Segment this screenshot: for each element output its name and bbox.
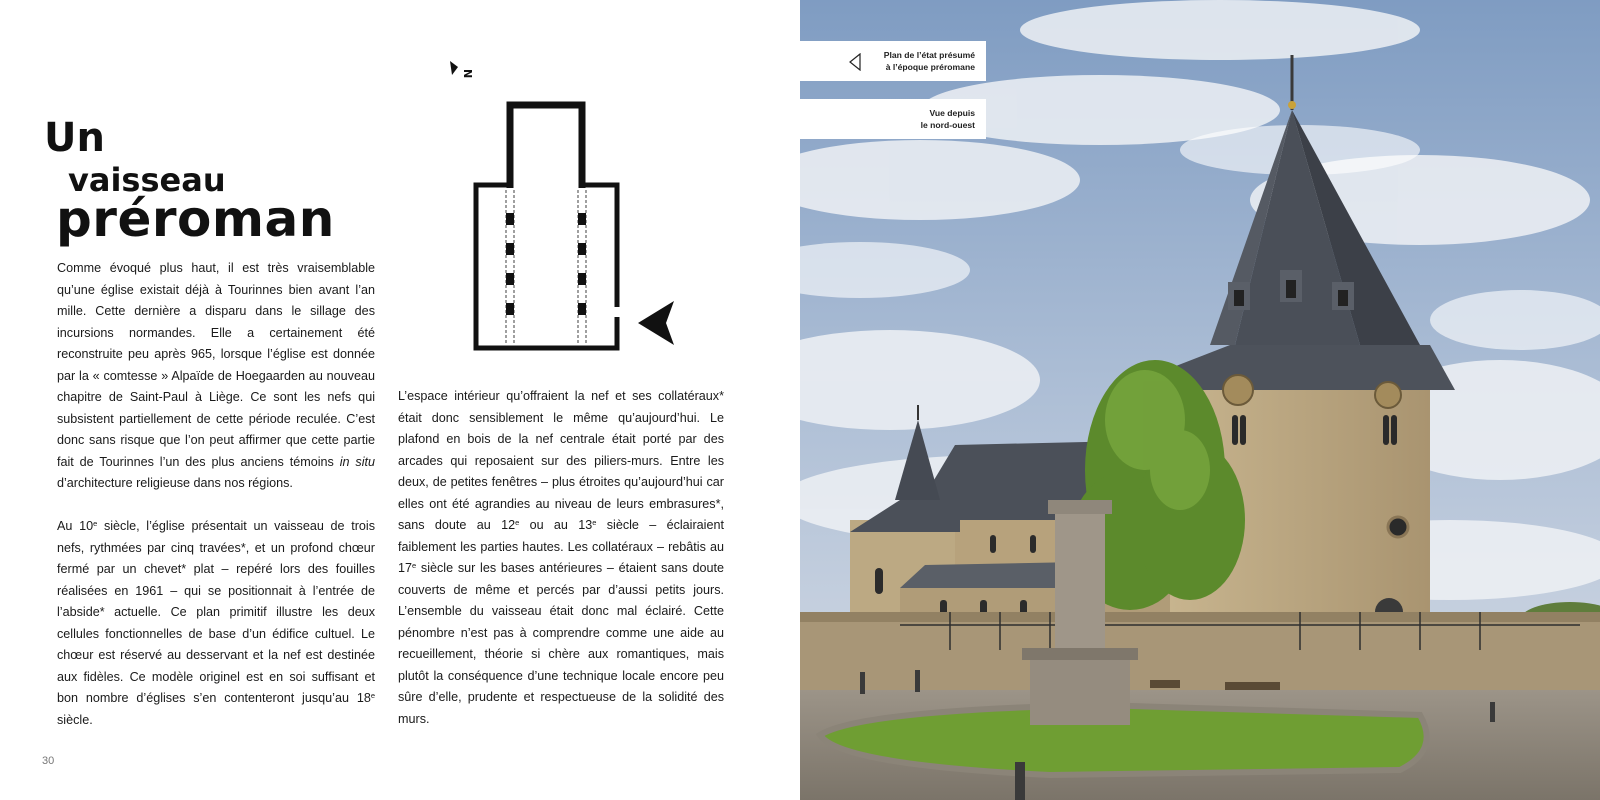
caption-plan-line2: à l’époque préromane <box>885 61 975 72</box>
viewpoint-arrow-icon <box>638 301 674 345</box>
text-column-right <box>398 386 724 730</box>
north-label: N <box>461 69 474 79</box>
plan-nave-wall <box>476 185 617 348</box>
paragraph-3: L’espace intérieur qu’offraient la nef et ses collatéraux* était donc sensiblement le même qu’aujourd’hui. Le plafond en bois de la nef centrale était porté par des arcades qui reposaient sur des piliers-murs. Entre les deux, de petites fenêtres – plus étroites qu’aujourd’hui car elles ont été agrandies au niveau de leurs embrasures*, sans doute au 12e ou au 13e siècle – éclairaient faiblement les parties hautes. Les collatéraux – rebâtis au 17e siècle sur les bases antérieures – étaient sans doute couverts de même et percés par d’aussi petits jours. L’ensemble du vaisseau était donc mal éclairé. Cette pénombre n’est pas à comprendre comme une aide au recueillement, théorie si chère aux romantiques, mais plutôt la conséquence d’une technique locale encore peu sûre d’elle, prudente et respectueuse de la solidité des murs. <box>398 389 724 726</box>
plan-pier-wall-left <box>506 190 514 345</box>
triangle-left-icon <box>849 53 861 71</box>
plan-pier-wall-right <box>578 190 586 345</box>
title-line-3: préroman <box>56 190 335 248</box>
page-number: 30 <box>42 755 55 767</box>
title-line-1: Un <box>44 115 105 161</box>
page-title <box>44 115 335 248</box>
north-arrow-icon <box>450 61 474 78</box>
caption-view-line1: Vue depuis <box>929 108 975 118</box>
church-floor-plan <box>440 55 700 365</box>
text-column-left <box>57 258 375 731</box>
paragraph-1: Comme évoqué plus haut, il est très vraisemblable qu’une église existait déjà à Tourinnes bien avant l’an mille. Cette dernière a disparu dans le sillage des incursions normandes. Elle a certainement été reconstruite peu après 965, lorsque l’église est donnée par la « comtesse » Alpaïde de Hoegaarden au nouveau chapitre de Saint-Paul à Liège. Ce sont les nefs qui subsistent partiellement de cette période reculée. C’est donc sans risque que l’on peut affirmer que cette partie fait de Tourinnes l’un des plus anciens témoins in situ d’architecture religieuse dans nos régions. <box>57 261 375 490</box>
caption-plan <box>800 41 986 81</box>
caption-plan-line1: Plan de l’état présumé <box>883 50 975 60</box>
paragraph-2: Au 10e siècle, l’église présentait un vaisseau de trois nefs, rythmées par cinq travées*, et un profond chœur fermé par un chevet* plat – repéré lors des fouilles réalisées en 1961 – qui se positionnait à l’entrée de l’abside* actuelle. Ce plan primitif illustre les deux cellules fonctionnelles de base d’un édifice cultuel. Le chœur est réservé au desservant et la nef est destinée aux fidèles. Ce modèle originel est en soi suffisant et bon nombre d’églises s’en contenteront jusqu’au 18e siècle. <box>57 519 375 727</box>
plan-nave-wall-right <box>582 185 617 307</box>
plan-choir-wall <box>510 105 582 188</box>
caption-view <box>800 99 986 139</box>
caption-view-line2: le nord-ouest <box>920 119 975 130</box>
title-line-2: vaisseau <box>68 161 226 199</box>
